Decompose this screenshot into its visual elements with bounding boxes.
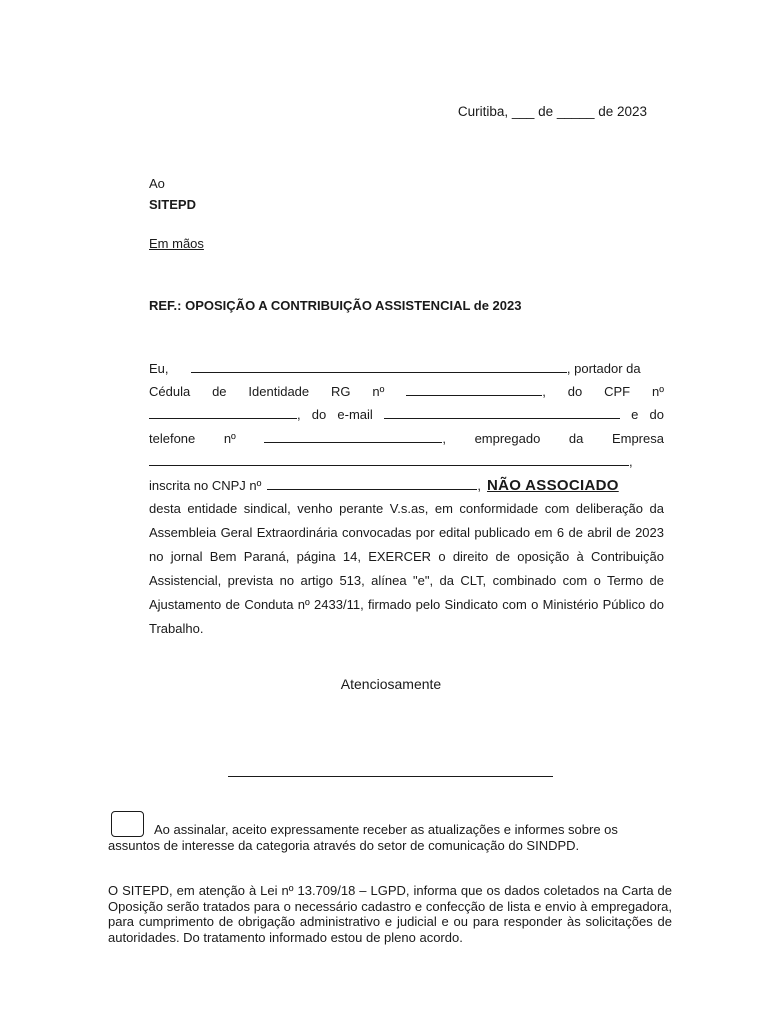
comma: , bbox=[629, 454, 633, 469]
word: nº bbox=[223, 431, 236, 446]
form-line-phone bbox=[149, 431, 664, 449]
word: do bbox=[567, 384, 583, 399]
word: nº bbox=[651, 384, 664, 399]
comma: , bbox=[442, 431, 446, 446]
company-blank[interactable] bbox=[149, 454, 629, 466]
phone-blank[interactable] bbox=[264, 431, 442, 443]
signature-line[interactable] bbox=[228, 775, 553, 777]
word: do bbox=[311, 407, 327, 422]
word: empregado bbox=[474, 431, 541, 446]
word: da bbox=[568, 431, 584, 446]
comma: , bbox=[477, 478, 482, 493]
cpf-blank[interactable] bbox=[149, 407, 297, 419]
word: RG bbox=[331, 384, 351, 399]
word: nº bbox=[372, 384, 385, 399]
form-line-name bbox=[149, 361, 664, 379]
closing-salutation: Atenciosamente bbox=[340, 676, 442, 692]
word: e bbox=[631, 407, 639, 422]
addressee-prefix: Ao bbox=[149, 176, 165, 191]
reference-line: REF.: OPOSIÇÃO A CONTRIBUIÇÃO ASSISTENCIAL de 2023 bbox=[149, 298, 522, 313]
word: do bbox=[649, 407, 664, 422]
cnpj-blank[interactable] bbox=[267, 478, 477, 490]
consent-text: Ao assinalar, aceito expressamente receber as atualizações e informes sobre os assuntos de interesse da categoria através do setor de comunicação do SINDPD. bbox=[108, 822, 618, 853]
name-blank[interactable] bbox=[191, 361, 567, 373]
recipient-name: SITEPD bbox=[149, 197, 196, 212]
comma: , bbox=[542, 384, 546, 399]
name-suffix: , portador da bbox=[566, 361, 641, 376]
word: telefone bbox=[149, 431, 196, 446]
form-line-cnpj bbox=[149, 477, 664, 495]
date-line: Curitiba, ___ de _____ de 2023 bbox=[457, 104, 647, 119]
word: de bbox=[212, 384, 227, 399]
word: Identidade bbox=[248, 384, 310, 399]
email-blank[interactable] bbox=[384, 407, 620, 419]
body-paragraph: desta entidade sindical, venho perante V.s.as, em conformidade com deliberação da Assembleia Geral Extraordinária convocadas por edital publicado em 6 de abril de 2023 no jornal Bem Paraná, página 14, EXERCER o direito de oposição à Contribuição Assistencial, prevista no artigo 513, alínea "e", da CLT, combinado com o Termo de Ajustamento de Conduta nº 2433/11, firmado pelo Sindicato com o Ministério Público do Trabalho. bbox=[149, 501, 664, 637]
delivery-note: Em mãos bbox=[149, 236, 204, 251]
form-line-rg bbox=[149, 384, 664, 402]
comma: , bbox=[297, 407, 301, 422]
word: Empresa bbox=[611, 431, 664, 446]
name-prefix: Eu, bbox=[149, 361, 169, 376]
word: e-mail bbox=[337, 407, 373, 422]
word: Cédula bbox=[149, 384, 191, 399]
form-line-cpf-email bbox=[149, 407, 664, 425]
membership-status: NÃO ASSOCIADO bbox=[487, 477, 619, 494]
cnpj-prefix: inscrita no CNPJ nº bbox=[149, 478, 262, 493]
rg-blank[interactable] bbox=[406, 384, 542, 396]
word: CPF bbox=[604, 384, 631, 399]
lgpd-notice: O SITEPD, em atenção à Lei nº 13.709/18 – LGPD, informa que os dados coletados na Carta de Oposição serão tratados para o necessário cadastro e confecção de lista e envio à empregadora, para cumprimento de obrigação administrativo e judicial e ou para responder às solicitações de autoridades. Do tratamento informado estou de pleno acordo. bbox=[108, 883, 672, 945]
form-line-company bbox=[149, 454, 664, 472]
